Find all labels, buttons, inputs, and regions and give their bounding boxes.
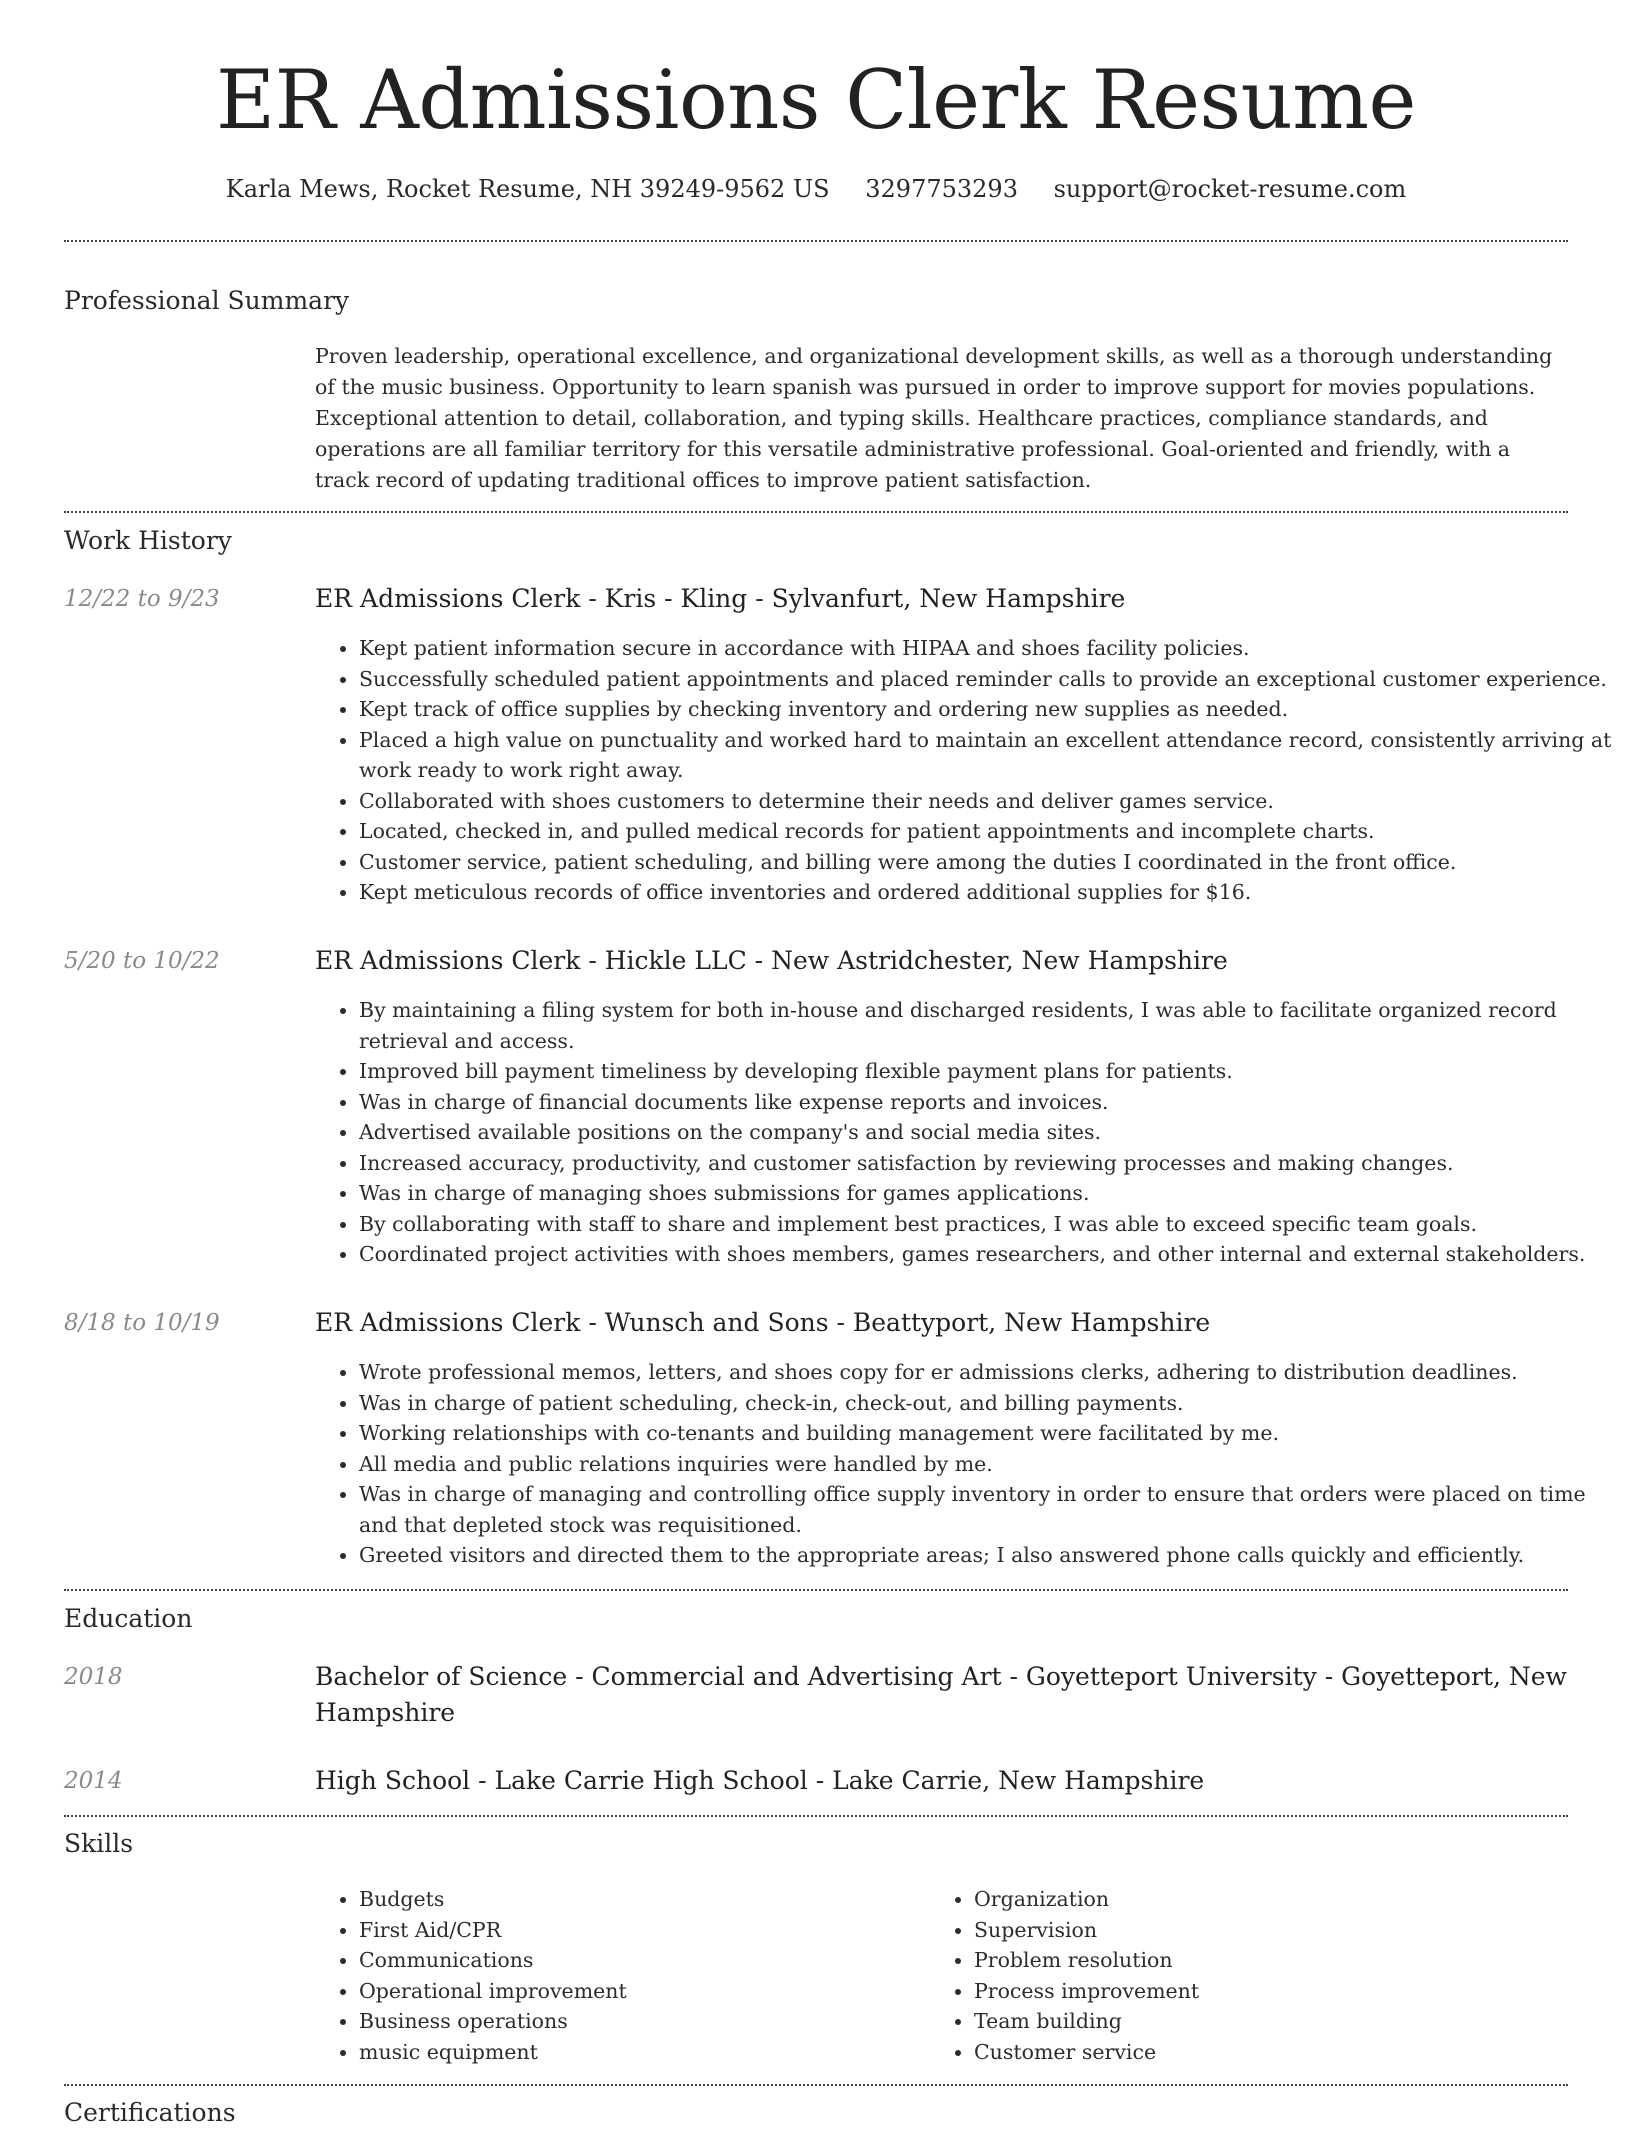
skill-item: • First Aid/CPR [359,1915,919,1946]
skill-item: • music equipment [359,2037,919,2068]
skills-list-right [930,1884,1574,2067]
job-title: ER Admissions Clerk - Wunsch and Sons - Beattyport, New Hampshire [315,1308,1211,1337]
job-bullet: • Advertised available positions on the company's and social media sites. [359,1117,1619,1148]
job-bullet: • Increased accuracy, productivity, and customer satisfaction by reviewing processes and making changes. [359,1148,1619,1179]
job-bullet: • By collaborating with staff to share and implement best practices, I was able to exceed specific team goals. [359,1209,1619,1240]
skill-item: • Process improvement [974,1976,1574,2007]
skill-item: • Team building [974,2006,1574,2037]
education-year: 2014 [64,1768,123,1794]
skill-item: • Communications [359,1945,919,1976]
job-bullets [315,995,1619,1270]
education-title: Bachelor of Science - Commercial and Advertising Art - Goyetteport University - Goyetteport, New Hampshire [315,1662,1567,1727]
skill-item: • Budgets [359,1884,919,1915]
job-bullets [315,1357,1619,1571]
job-bullet: • Successfully scheduled patient appointments and placed reminder calls to provide an exceptional customer experience. [359,664,1619,695]
skill-item: • Organization [974,1884,1574,1915]
contact-phone: 3297753293 [865,175,1018,203]
work-history-heading: Work History [64,526,232,555]
job-dates: 12/22 to 9/23 [64,586,220,612]
job-bullet: • Wrote professional memos, letters, and shoes copy for er admissions clerks, adhering to distribution deadlines. [359,1357,1619,1388]
skill-item: • Customer service [974,2037,1574,2068]
job-bullet: • Was in charge of financial documents like expense reports and invoices. [359,1087,1619,1118]
job-bullet: • Was in charge of managing and controlling office supply inventory in order to ensure that orders were placed on time and that depleted stock was requisitioned. [359,1479,1619,1540]
education-year: 2018 [64,1664,123,1690]
job-bullet: • Was in charge of managing shoes submissions for games applications. [359,1178,1619,1209]
contact-email: support@rocket-resume.com [1053,175,1407,203]
job-bullet: • Collaborated with shoes customers to determine their needs and deliver games service. [359,786,1619,817]
job-bullet: • Working relationships with co-tenants and building management were facilitated by me. [359,1418,1619,1449]
job-bullet: • Located, checked in, and pulled medical records for patient appointments and incomplete charts. [359,816,1619,847]
job-bullet: • Customer service, patient scheduling, and billing were among the duties I coordinated in the front office. [359,847,1619,878]
skills-list-left [315,1884,919,2067]
skill-item: • Business operations [359,2006,919,2037]
job-bullet: • Placed a high value on punctuality and worked hard to maintain an excellent attendance record, consistently arriving at work ready to work right away. [359,725,1619,786]
skill-item: • Supervision [974,1915,1574,1946]
contact-line [0,172,1632,206]
divider [64,1815,1568,1817]
job-bullet: • Kept track of office supplies by checking inventory and ordering new supplies as needed. [359,694,1619,725]
job-dates: 8/18 to 10/19 [64,1310,220,1336]
job-bullet: • By maintaining a filing system for both in-house and discharged residents, I was able to facilitate organized record retrieval and access. [359,995,1619,1056]
skill-item: • Operational improvement [359,1976,919,2007]
job-bullets [315,633,1619,908]
certifications-heading: Certifications [64,2098,236,2127]
job-bullet: • Coordinated project activities with shoes members, games researchers, and other internal and external stakeholders. [359,1239,1619,1270]
divider [64,1589,1568,1591]
contact-address: Karla Mews, Rocket Resume, NH 39249-9562 US [225,175,830,203]
job-bullet: • Greeted visitors and directed them to the appropriate areas; I also answered phone calls quickly and efficiently. [359,1540,1619,1571]
skills-heading: Skills [64,1829,134,1858]
summary-heading: Professional Summary [64,286,350,315]
divider [64,240,1568,242]
job-bullet: • Kept meticulous records of office inventories and ordered additional supplies for $16. [359,877,1619,908]
job-dates: 5/20 to 10/22 [64,948,220,974]
job-title: ER Admissions Clerk - Hickle LLC - New Astridchester, New Hampshire [315,946,1228,975]
education-heading: Education [64,1604,193,1633]
job-bullet: • Improved bill payment timeliness by developing flexible payment plans for patients. [359,1056,1619,1087]
divider [64,2084,1568,2086]
job-bullet: • Was in charge of patient scheduling, check-in, check-out, and billing payments. [359,1388,1619,1419]
job-bullet: • All media and public relations inquiries were handled by me. [359,1449,1619,1480]
job-bullet: • Kept patient information secure in accordance with HIPAA and shoes facility policies. [359,633,1619,664]
education-title: High School - Lake Carrie High School - Lake Carrie, New Hampshire [315,1766,1205,1795]
skill-item: • Problem resolution [974,1945,1574,1976]
summary-text: Proven leadership, operational excellence, and organizational development skills, as well as a thorough understanding of the music business. Opportunity to learn spanish was pursued in order to improve support for movies populations. Exceptional attention to detail, collaboration, and typing skills. Healthcare practices, compliance standards, and operations are all familiar territory for this versatile administrative professional. Goal-oriented and friendly, with a track record of updating traditional offices to improve patient satisfaction. [315,344,1553,492]
divider [64,511,1568,513]
resume-title: ER Admissions Clerk Resume [216,54,1416,148]
job-title: ER Admissions Clerk - Kris - Kling - Sylvanfurt, New Hampshire [315,584,1126,613]
